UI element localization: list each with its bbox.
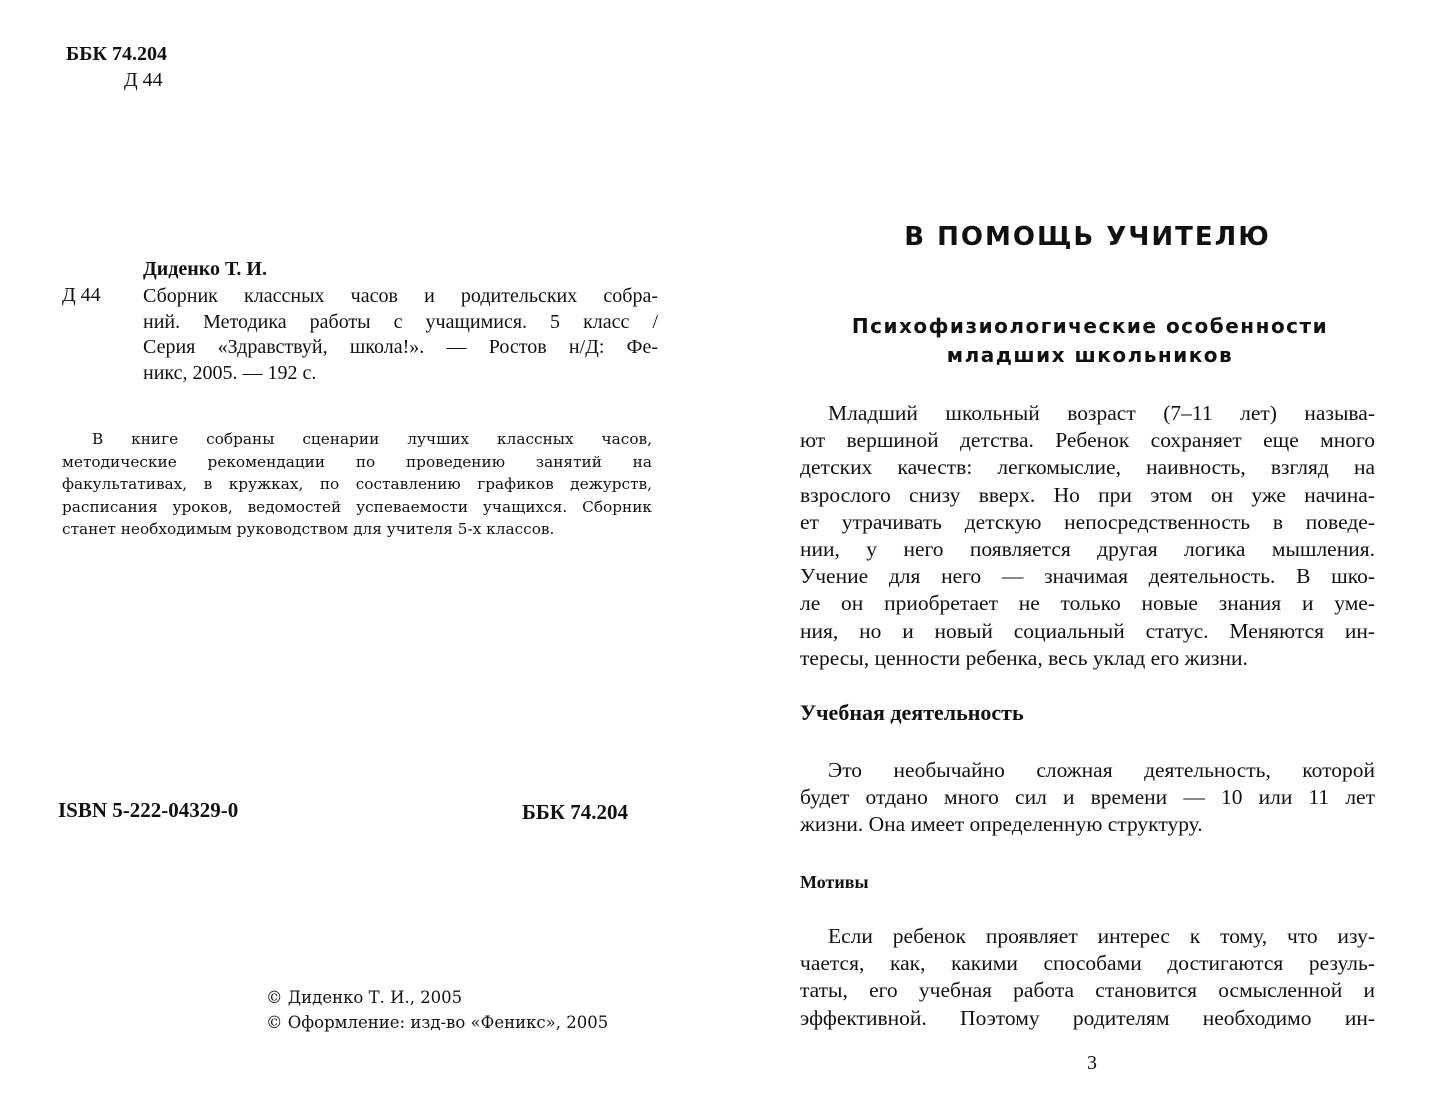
isbn: ISBN 5-222-04329-0	[58, 798, 239, 822]
learning-paragraph	[800, 757, 1375, 839]
page-number: 3	[1087, 1052, 1097, 1074]
annotation-line: факультативах, в кружках, по составлению графиков дежурств,	[62, 475, 652, 493]
text-line: будет отдано много сил и времени — 10 или 11 лет	[800, 785, 1375, 810]
text-line: взрослого снизу вверх. Но при этом он уже начина-	[800, 482, 1375, 507]
annotation-line: методические рекомендации по проведению занятий на	[62, 452, 652, 471]
text-line: ет утрачивать детскую непосредственность в поведе-	[800, 509, 1375, 534]
copyright-block	[266, 985, 608, 1035]
text-line: Младший школьный возраст (7–11 лет) называ-	[828, 401, 1375, 425]
bib-line: Сборник классных часов и родительских собра-	[143, 285, 658, 307]
bib-line: никс, 2005. — 192 с.	[143, 361, 317, 384]
text-line: ния, но и новый социальный статус. Меняются ин-	[800, 618, 1375, 643]
chapter-title-line: младших школьников	[946, 343, 1234, 367]
text-line: ют вершиной детства. Ребенок сохраняет еще много	[800, 428, 1375, 453]
author-mark-top: Д 44	[124, 69, 163, 91]
text-line: чается, как, какими способами достигаются резуль-	[800, 951, 1375, 976]
text-line: таты, его учебная работа становится осмысленной и	[800, 978, 1375, 1003]
annotation-line: В книге собраны сценарии лучших классных часов,	[92, 430, 652, 448]
text-line: ле он приобретает не только новые знания и уме-	[800, 591, 1375, 616]
author-mark-side: Д 44	[62, 284, 101, 306]
intro-paragraph	[800, 400, 1375, 672]
text-line: эффективной. Поэтому родителям необходимо ин-	[800, 1005, 1375, 1030]
book-annotation	[62, 428, 652, 541]
text-line: жизни. Она имеет определенную структуру.	[800, 812, 1203, 837]
bib-line: Серия «Здравствуй, школа!». — Ростов н/Д: Фе-	[143, 336, 658, 358]
text-line: детских качеств: легкомыслие, наивность, взгляд на	[800, 455, 1375, 480]
chapter-title-line: Психофизиологические особенности	[851, 314, 1329, 338]
section-heading: Учебная деятельность	[800, 700, 1024, 725]
copyright-line: © Оформление: изд-во «Феникс», 2005	[266, 1013, 609, 1032]
text-line: Если ребенок проявляет интерес к тому, что изу-	[828, 924, 1375, 948]
subsection-heading: Мотивы	[800, 872, 869, 892]
text-line: тересы, ценности ребенка, весь уклад его жизни.	[800, 645, 1248, 670]
text-line: Учение для него — значимая деятельность. В шко-	[800, 564, 1375, 589]
annotation-line: станет необходимым руководством для учителя 5-х классов.	[62, 520, 555, 538]
author-name: Диденко Т. И.	[143, 258, 267, 280]
right-page	[715, 0, 1430, 1108]
text-line: нии, у него появляется другая логика мышления.	[800, 537, 1375, 562]
bbk-code-top: ББК 74.204	[66, 43, 167, 65]
annotation-line: расписания уроков, ведомостей успеваемости учащихся. Сборник	[62, 497, 652, 516]
copyright-line: © Диденко Т. И., 2005	[266, 988, 463, 1007]
series-title: В ПОМОЩЬ УЧИТЕЛЮ	[904, 222, 1271, 252]
bibliographic-description	[143, 284, 658, 386]
bbk-code-bottom: ББК 74.204	[522, 800, 628, 824]
bib-line: ний. Методика работы с учащимися. 5 класс /	[143, 310, 658, 333]
chapter-title	[795, 312, 1385, 370]
text-line: Это необычайно сложная деятельность, которой	[828, 758, 1375, 782]
motives-paragraph	[800, 923, 1375, 1032]
